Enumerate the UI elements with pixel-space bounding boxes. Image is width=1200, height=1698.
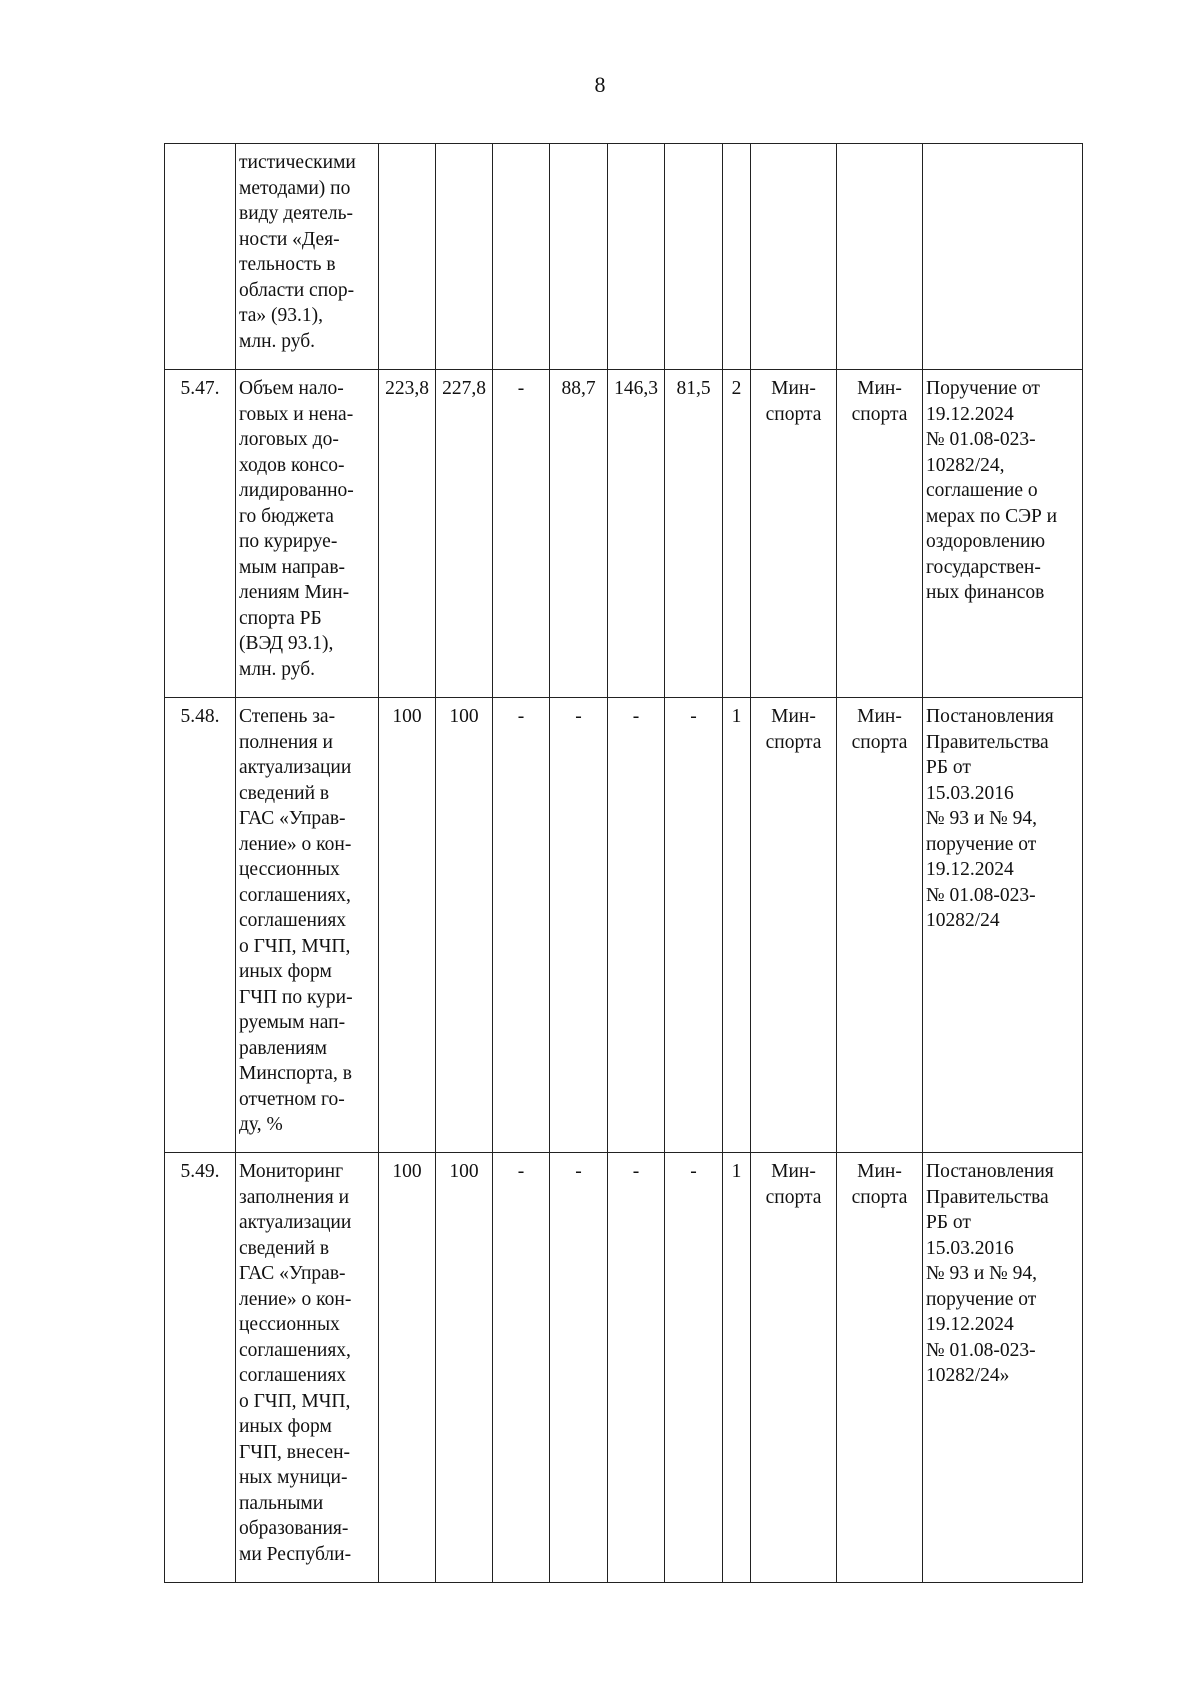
row-number (165, 144, 236, 370)
indicator-name-line: Мониторинг (239, 1161, 344, 1182)
basis-document-line: поручение от (926, 833, 1037, 855)
value-cell-3: - (493, 1153, 550, 1583)
value-cell-4: 88,7 (550, 370, 608, 698)
responsible-org-1 (751, 1153, 837, 1583)
value-cell-7: 1 (723, 698, 751, 1153)
indicator-name-line: иных форм (239, 1416, 332, 1437)
basis-document (923, 698, 1083, 1153)
basis-document-line: мерах по СЭР и (926, 505, 1058, 527)
indicator-name-line: сведений в (239, 782, 330, 804)
indicator-name-line: ление» о кон- (239, 1288, 352, 1310)
indicator-name-line: тельность в (239, 254, 336, 275)
indicator-name-line: актуализации (239, 1212, 352, 1233)
responsible-org-2-line: спорта (851, 1186, 908, 1208)
indicator-name-line: мым направ- (239, 556, 346, 578)
indicator-name-line: заполнения и (239, 1186, 350, 1208)
value-cell-4: - (550, 698, 608, 1153)
table-row (165, 698, 1083, 1153)
responsible-org-2 (837, 698, 923, 1153)
responsible-org-2-line: Мин- (857, 378, 902, 399)
basis-document-line: 15.03.2016 (926, 1237, 1014, 1259)
indicator-name-line: тистическими (239, 152, 356, 173)
value-cell-2: 100 (436, 1153, 493, 1583)
responsible-org-2 (837, 1153, 923, 1583)
basis-document-line: № 93 и № 94, (926, 808, 1038, 829)
basis-document-line: № 01.08-023- (926, 429, 1036, 450)
value-cell-2: 100 (436, 698, 493, 1153)
value-cell-3: - (493, 370, 550, 698)
basis-document-line: РБ от (926, 757, 971, 778)
value-cell-5: - (608, 1153, 665, 1583)
indicator-name-line: отчетном го- (239, 1088, 345, 1110)
responsible-org-2 (837, 370, 923, 698)
responsible-org-1 (751, 370, 837, 698)
indicator-name-line: ду, % (239, 1114, 283, 1135)
basis-document (923, 370, 1083, 698)
responsible-org-1-line: Мин- (771, 1161, 816, 1182)
indicator-name-line: лидированно- (239, 480, 354, 501)
responsible-org-2-line: Мин- (857, 1161, 902, 1182)
basis-document-line: 19.12.2024 (926, 859, 1014, 880)
indicator-name-line: млн. руб. (239, 658, 316, 680)
value-cell-4: - (550, 1153, 608, 1583)
table-row (165, 1153, 1083, 1583)
value-cell-5: 146,3 (608, 370, 665, 698)
indicator-name-line: методами) по (239, 177, 351, 199)
value-cell-6: 81,5 (665, 370, 723, 698)
row-number: 5.48. (165, 698, 236, 1153)
indicator-name-line: говых и нена- (239, 403, 354, 425)
indicator-name-line: виду деятель- (239, 203, 354, 224)
responsible-org-1 (751, 144, 837, 370)
basis-document-line: оздоровлению (926, 531, 1046, 552)
indicator-name (236, 1153, 379, 1583)
basis-document-line: РБ от (926, 1212, 971, 1233)
indicator-name-line: лениям Мин- (239, 582, 350, 603)
indicator-name-line: соглашениях, (239, 884, 351, 906)
responsible-org-1-line: Мин- (771, 706, 816, 727)
indicator-name-line: ных муници- (239, 1467, 348, 1488)
indicator-name-line: равлениям (239, 1037, 327, 1059)
basis-document (923, 144, 1083, 370)
indicator-name-line: сведений в (239, 1237, 330, 1259)
indicator-name-line: ГЧП по кури- (239, 986, 353, 1008)
basis-document-line: соглашение о (926, 480, 1038, 501)
basis-document-line: Правительства (926, 731, 1049, 753)
value-cell-7 (723, 144, 751, 370)
indicator-name-line: ГАС «Управ- (239, 1263, 346, 1284)
indicator-name-line: соглашениях, (239, 1339, 351, 1361)
basis-document-line: № 01.08-023- (926, 1339, 1036, 1361)
indicator-name-line: Объем нало- (239, 378, 344, 399)
basis-document-line: Поручение от (926, 378, 1040, 399)
indicator-name-line: цессионных (239, 1314, 340, 1335)
indicator-name-line: по курируе- (239, 531, 338, 552)
value-cell-5 (608, 144, 665, 370)
indicator-name-line: соглашениях (239, 1365, 347, 1386)
responsible-org-2-line: спорта (851, 403, 908, 425)
value-cell-1 (379, 144, 436, 370)
responsible-org-2 (837, 144, 923, 370)
value-cell-3: - (493, 698, 550, 1153)
responsible-org-1-line: спорта (765, 1186, 822, 1208)
value-cell-5: - (608, 698, 665, 1153)
basis-document-line: Постановления (926, 1161, 1054, 1182)
value-cell-2: 227,8 (436, 370, 493, 698)
row-number: 5.49. (165, 1153, 236, 1583)
basis-document-line: № 01.08-023- (926, 884, 1036, 906)
value-cell-6: - (665, 698, 723, 1153)
basis-document (923, 1153, 1083, 1583)
value-cell-2 (436, 144, 493, 370)
indicator-name-line: цессионных (239, 859, 340, 880)
table-row (165, 370, 1083, 698)
responsible-org-1-line: Мин- (771, 378, 816, 399)
basis-document-line: Правительства (926, 1186, 1049, 1208)
indicator-name-line: актуализации (239, 757, 352, 778)
indicator-name-line: млн. руб. (239, 330, 316, 352)
indicator-name-line: о ГЧП, МЧП, (239, 935, 351, 957)
indicator-name-line: ходов консо- (239, 454, 345, 476)
value-cell-7: 1 (723, 1153, 751, 1583)
indicator-name-line: пальными (239, 1492, 324, 1514)
indicator-name-line: о ГЧП, МЧП, (239, 1390, 351, 1412)
indicator-name-line: го бюджета (239, 505, 334, 527)
table-row (165, 144, 1083, 370)
basis-document-line: 19.12.2024 (926, 403, 1014, 425)
indicator-name-line: (ВЭД 93.1), (239, 633, 334, 654)
indicator-name (236, 370, 379, 698)
basis-document-line: поручение от (926, 1288, 1037, 1310)
responsible-org-1-line: спорта (765, 731, 822, 753)
indicator-name-line: Степень за- (239, 706, 336, 727)
indicator-name-line: логовых до- (239, 429, 339, 450)
value-cell-7: 2 (723, 370, 751, 698)
value-cell-1: 100 (379, 698, 436, 1153)
indicator-name-line: ми Республи- (239, 1543, 352, 1565)
indicator-name (236, 144, 379, 370)
value-cell-4 (550, 144, 608, 370)
basis-document-line: 10282/24» (926, 1365, 1010, 1386)
basis-document-line: государствен- (926, 556, 1041, 578)
basis-document-line: ных финансов (926, 582, 1045, 603)
value-cell-1: 100 (379, 1153, 436, 1583)
indicator-name-line: образования- (239, 1518, 349, 1539)
indicator-name (236, 698, 379, 1153)
basis-document-line: 10282/24, (926, 454, 1005, 476)
indicator-name-line: руемым нап- (239, 1012, 346, 1033)
row-number: 5.47. (165, 370, 236, 698)
basis-document-line: № 93 и № 94, (926, 1263, 1038, 1284)
indicator-name-line: та» (93.1), (239, 305, 324, 326)
indicator-name-line: соглашениях (239, 910, 347, 931)
basis-document-line: 19.12.2024 (926, 1314, 1014, 1335)
indicator-name-line: полнения и (239, 731, 333, 753)
indicator-name-line: Минспорта, в (239, 1063, 352, 1084)
responsible-org-1-line: спорта (765, 403, 822, 425)
responsible-org-2-line: спорта (851, 731, 908, 753)
indicators-table (164, 143, 1083, 1583)
value-cell-6: - (665, 1153, 723, 1583)
indicator-name-line: иных форм (239, 961, 332, 982)
indicator-name-line: ление» о кон- (239, 833, 352, 855)
indicator-name-line: ГЧП, внесен- (239, 1441, 351, 1463)
value-cell-1: 223,8 (379, 370, 436, 698)
indicator-name-line: спорта РБ (239, 607, 322, 629)
page-number: 8 (594, 72, 606, 97)
basis-document-line: 10282/24 (926, 910, 1000, 931)
value-cell-6 (665, 144, 723, 370)
basis-document-line: Постановления (926, 706, 1054, 727)
basis-document-line: 15.03.2016 (926, 782, 1014, 804)
value-cell-3 (493, 144, 550, 370)
indicator-name-line: ности «Дея- (239, 228, 340, 250)
responsible-org-1 (751, 698, 837, 1153)
indicator-name-line: ГАС «Управ- (239, 808, 346, 829)
indicator-name-line: области спор- (239, 279, 355, 301)
responsible-org-2-line: Мин- (857, 706, 902, 727)
